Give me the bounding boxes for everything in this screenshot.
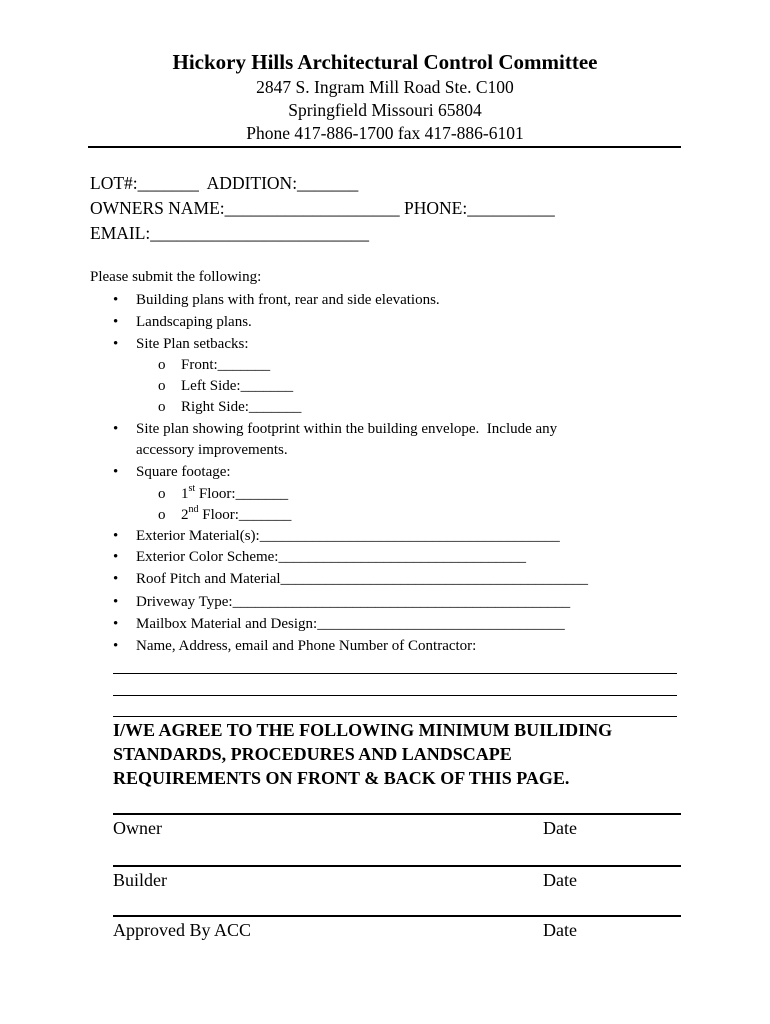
sub-bullet-icon: o (158, 486, 166, 502)
bullet-icon: • (113, 594, 119, 610)
first-floor-field[interactable] (181, 484, 288, 504)
address-line: 2847 S. Ingram Mill Road Ste. C100 (256, 77, 514, 97)
ordinal-suffix: st (188, 483, 196, 494)
floor-label: Floor:_______ (195, 486, 289, 502)
bullet-icon: • (113, 528, 119, 544)
item-label-continued: accessory improvements. (136, 442, 288, 458)
item-label: Building plans with front, rear and side elevations. (136, 292, 440, 308)
bullet-icon: • (113, 549, 119, 565)
item-label: Landscaping plans. (136, 314, 252, 330)
item-label: Square footage: (136, 464, 231, 480)
agreement-line-2: STANDARDS, PROCEDURES AND LANDSCAPE (113, 744, 512, 764)
owner-date-label: Date (543, 818, 577, 838)
agreement-line-3: REQUIREMENTS ON FRONT & BACK OF THIS PAGE. (113, 768, 570, 788)
floor-number: 1 (181, 486, 189, 502)
approved-label: Approved By ACC (113, 920, 252, 940)
second-floor-field[interactable] (181, 505, 291, 525)
sub-bullet-icon: o (158, 399, 166, 415)
right-side-setback-field[interactable]: Right Side:_______ (181, 399, 302, 415)
bullet-icon: • (113, 336, 119, 352)
bullet-icon: • (113, 616, 119, 632)
item-label: Site Plan setbacks: (136, 336, 249, 352)
sub-bullet-icon: o (158, 357, 166, 373)
roof-pitch-field[interactable]: Roof Pitch and Material_________________________________________ (136, 571, 589, 587)
mailbox-field[interactable]: Mailbox Material and Design:_________________________________ (136, 616, 565, 632)
bullet-icon: • (113, 638, 119, 654)
lot-addition-field[interactable]: LOT#:_______ ADDITION:_______ (90, 173, 359, 193)
floor-number: 2 (181, 507, 189, 523)
item-label: Site plan showing footprint within the building envelope. Include any (136, 421, 558, 437)
contractor-line-2[interactable] (113, 695, 677, 696)
approved-date-label: Date (543, 920, 577, 940)
owner-label: Owner (113, 818, 162, 838)
builder-label: Builder (113, 870, 167, 890)
sub-bullet-icon: o (158, 378, 166, 394)
ordinal-suffix: nd (188, 504, 199, 515)
item-label: Name, Address, email and Phone Number of Contractor: (136, 638, 477, 654)
contractor-line-1[interactable] (113, 673, 677, 674)
bullet-icon: • (113, 571, 119, 587)
header-divider (88, 146, 681, 148)
submit-intro: Please submit the following: (90, 269, 262, 285)
bullet-icon: • (113, 292, 119, 308)
exterior-material-field[interactable]: Exterior Material(s):________________________________________ (136, 528, 560, 544)
approved-signature-line[interactable] (113, 915, 681, 917)
builder-date-label: Date (543, 870, 577, 890)
form-title: Hickory Hills Architectural Control Committee (172, 50, 598, 74)
contractor-line-3[interactable] (113, 716, 677, 717)
bullet-icon: • (113, 421, 119, 437)
front-setback-field[interactable]: Front:_______ (181, 357, 271, 373)
agreement-line-1: I/WE AGREE TO THE FOLLOWING MINIMUM BUILIDING (113, 720, 613, 740)
city-line: Springfield Missouri 65804 (288, 100, 482, 120)
floor-label: Floor:_______ (198, 507, 292, 523)
driveway-field[interactable]: Driveway Type:_____________________________________________ (136, 594, 571, 610)
bullet-icon: • (113, 314, 119, 330)
sub-bullet-icon: o (158, 507, 166, 523)
owner-phone-field[interactable]: OWNERS NAME:____________________ PHONE:__________ (90, 198, 555, 218)
exterior-color-field[interactable]: Exterior Color Scheme:_________________________________ (136, 549, 526, 565)
bullet-icon: • (113, 464, 119, 480)
phone-line: Phone 417-886-1700 fax 417-886-6101 (246, 123, 524, 143)
owner-signature-line[interactable] (113, 813, 681, 815)
email-field[interactable]: EMAIL:_________________________ (90, 223, 370, 243)
left-side-setback-field[interactable]: Left Side:_______ (181, 378, 294, 394)
builder-signature-line[interactable] (113, 865, 681, 867)
